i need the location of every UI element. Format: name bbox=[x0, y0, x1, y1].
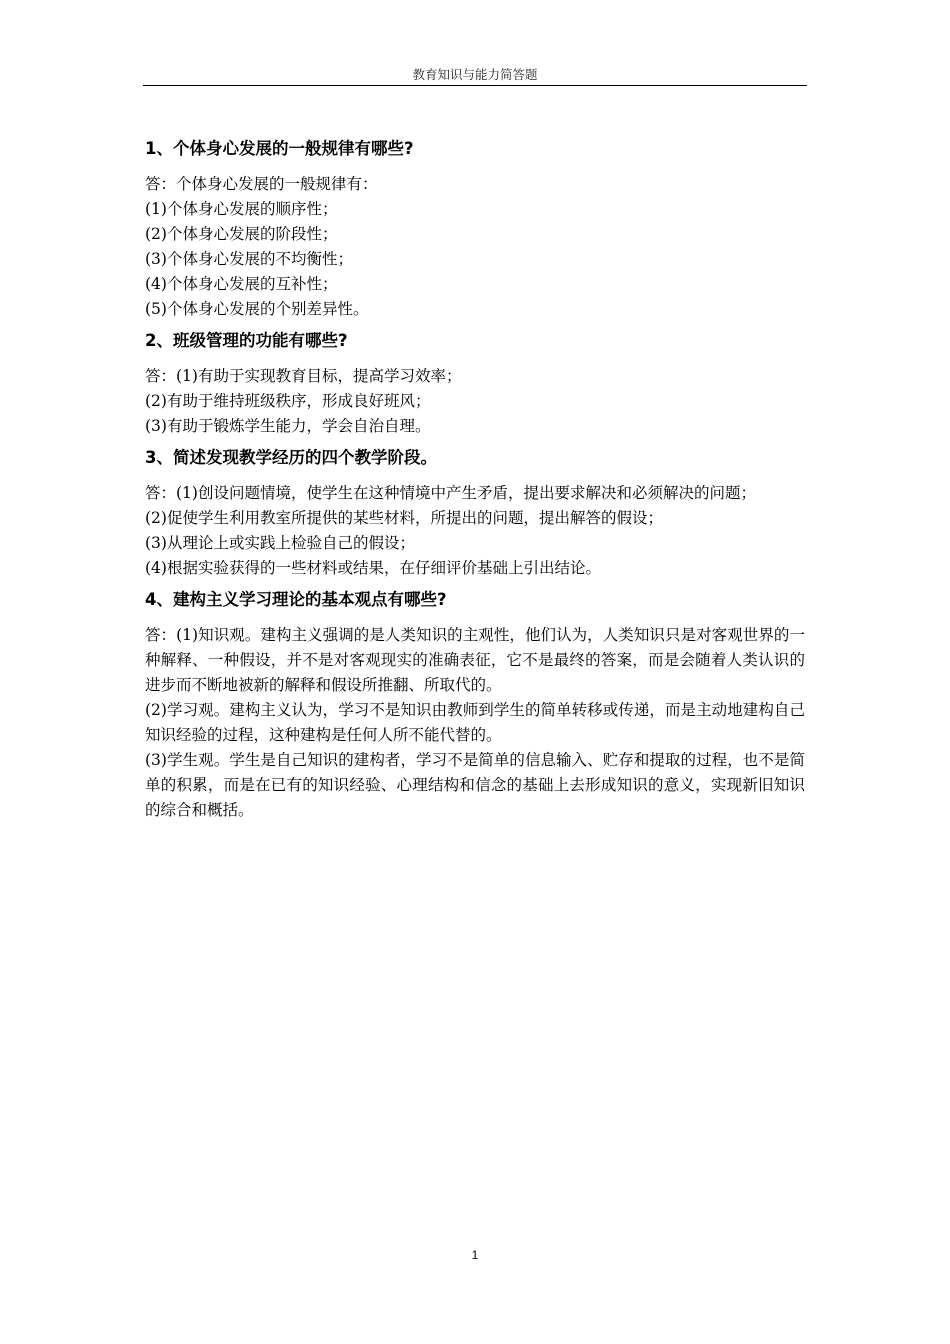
section-2 bbox=[145, 328, 805, 439]
section-4 bbox=[145, 587, 805, 823]
answer-line: 答：(1)知识观。建构主义强调的是人类知识的主观性，他们认为，人类知识只是对客观世界的一种解释、一种假设，并不是对客观现实的准确表征，它不是最终的答案，而是会随着人类认识的进步而不断地被新的解释和假设所推翻、所取代的。 bbox=[145, 626, 805, 694]
document-body bbox=[145, 136, 805, 823]
section-1 bbox=[145, 136, 805, 322]
answer-line: (2)有助于维持班级秩序，形成良好班风； bbox=[145, 392, 431, 410]
answer-line: 答：个体身心发展的一般规律有： bbox=[145, 175, 378, 193]
answer-line: (2)促使学生利用教室所提供的某些材料，所提出的问题，提出解答的假设； bbox=[145, 509, 663, 527]
answer-line: (3)从理论上或实践上检验自己的假设； bbox=[145, 534, 415, 552]
answer-line: (2)学习观。建构主义认为，学习不是知识由教师到学生的简单转移或传递，而是主动地建构自己知识经验的过程，这种建构是任何人所不能代替的。 bbox=[145, 701, 805, 744]
header-rule bbox=[143, 85, 807, 86]
answer-line: (2)个体身心发展的阶段性； bbox=[145, 225, 338, 243]
question-heading: 3、简述发现教学经历的四个教学阶段。 bbox=[145, 448, 437, 467]
answer-line: (4)个体身心发展的互补性； bbox=[145, 275, 338, 293]
answer-line: 答：(1)有助于实现教育目标，提高学习效率； bbox=[145, 367, 462, 385]
answer-line: (1)个体身心发展的顺序性； bbox=[145, 200, 338, 218]
answer-line: (3)学生观。学生是自己知识的建构者，学习不是简单的信息输入、贮存和提取的过程，也不是简单的积累，而是在已有的知识经验、心理结构和信念的基础上去形成知识的意义，实现新旧知识的综合和概括。 bbox=[145, 751, 805, 819]
answer-line: (5)个体身心发展的个别差异性。 bbox=[145, 300, 369, 318]
question-heading: 1、个体身心发展的一般规律有哪些? bbox=[145, 139, 414, 158]
answer-line: (3)个体身心发展的不均衡性； bbox=[145, 250, 353, 268]
answer-line: (3)有助于锻炼学生能力，学会自治自理。 bbox=[145, 417, 431, 435]
page-number: 1 bbox=[471, 1248, 479, 1262]
question-heading: 2、班级管理的功能有哪些? bbox=[145, 331, 348, 350]
running-header: 教育知识与能力简答题 bbox=[412, 67, 538, 82]
answer-line: 答：(1)创设问题情境，使学生在这种情境中产生矛盾，提出要求解决和必须解决的问题； bbox=[145, 484, 756, 502]
answer-line: (4)根据实验获得的一些材料或结果，在仔细评价基础上引出结论。 bbox=[145, 559, 601, 577]
question-heading: 4、建构主义学习理论的基本观点有哪些? bbox=[145, 590, 447, 609]
section-3 bbox=[145, 445, 805, 581]
